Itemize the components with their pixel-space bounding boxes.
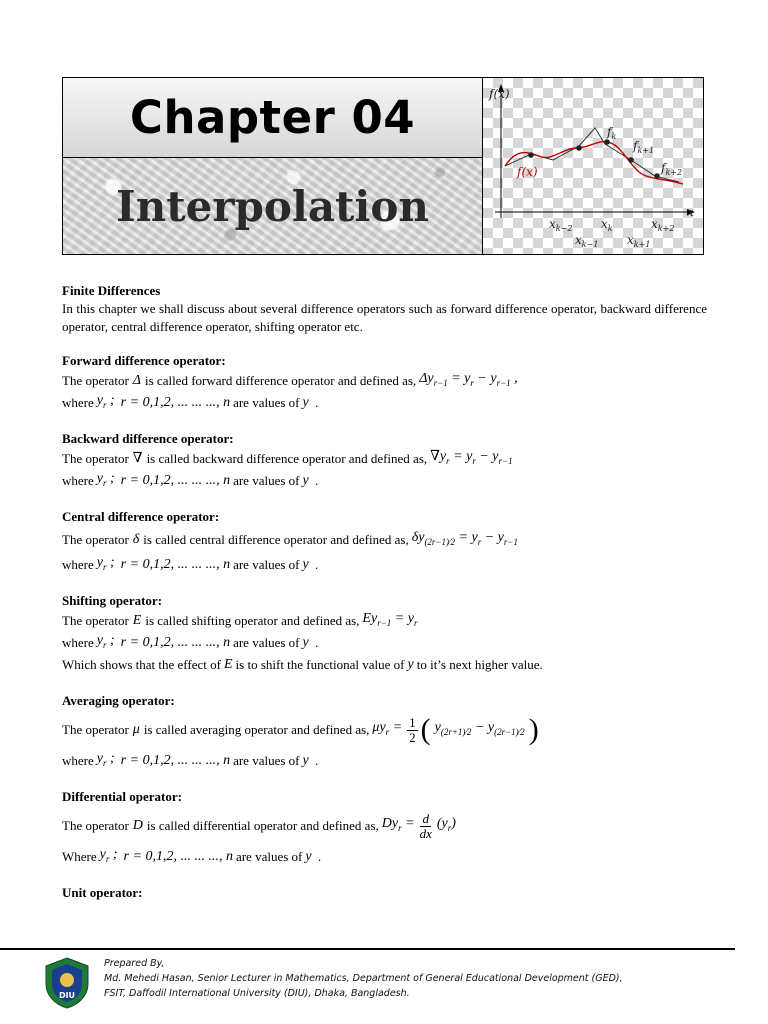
- chapter-box: [63, 78, 482, 158]
- averaging-section: [62, 692, 707, 772]
- averaging-definition: The operator μ is called averaging operator and defined as, $\mu y_r$ = $\frac{1}{2}$ ( $y_{(2r+1)⁄2} - y_{(2r-1)⁄2}$ ): [62, 713, 539, 746]
- intro-section: [62, 282, 707, 336]
- backward-definition: The operator ∇ is called backward difference operator and defined as, $\nabla y_r = y_r - y_{r-1}$: [62, 448, 707, 470]
- central-equation: $\delta y_{(2r-1)⁄2} = y_r - y_{r-1}$: [411, 530, 518, 547]
- shifting-title: Shifting operator:: [62, 593, 163, 608]
- forward-definition: The operator Δ is called forward difference operator and defined as, $\Delta y_{r-1} = y_r - y_{r-1}$ ,: [62, 370, 707, 392]
- chapter-banner: [62, 77, 704, 255]
- footer-divider: [0, 948, 735, 950]
- footer-institution: FSIT, Daffodil International University (DIU), Dhaka, Bangladesh.: [104, 988, 410, 999]
- x-tick-label: $x_{k-2}$: [549, 217, 573, 233]
- point-label-fk: $f_k$: [607, 125, 617, 141]
- forward-equation: $\Delta y_{r-1} = y_r - y_{r-1}$ ,: [419, 371, 518, 388]
- x-tick-label: $x_{k+2}$: [651, 217, 675, 233]
- data-point: [604, 139, 610, 145]
- curve-label: f(x): [517, 165, 538, 179]
- central-definition: The operator δ is called central difference operator and defined as, $\delta y_{(2r-1)⁄2} = y_r - y_{r-1}$: [62, 526, 707, 554]
- data-point: [628, 157, 634, 163]
- differential-section: [62, 788, 707, 868]
- averaging-where: where $y_r$ ; r = 0,1,2, ... ... ..., n are values of y .: [62, 751, 319, 768]
- banner-titles: [63, 78, 483, 254]
- forward-where: where $y_r$ ; r = 0,1,2, ... ... ..., n are values of y .: [62, 393, 319, 410]
- central-title: Central difference operator:: [62, 509, 220, 524]
- backward-section: [62, 430, 707, 492]
- central-symbol: δ: [132, 532, 140, 547]
- x-tick-label: $x_{k+1}$: [627, 233, 651, 249]
- x-tick-label: $x_{k-1}$: [575, 233, 599, 249]
- diu-logo-icon: [40, 956, 94, 1010]
- backward-symbol: ∇: [132, 451, 143, 466]
- point-label-fk2: $f_{k+2}$: [661, 161, 683, 177]
- differential-symbol: D: [132, 818, 143, 833]
- document-body: [62, 282, 707, 918]
- differential-where: Where $y_r$ ; r = 0,1,2, ... ... ..., n are values of y .: [62, 847, 322, 864]
- topic-title: Interpolation: [116, 181, 429, 231]
- footer-prepared: Prepared By,: [104, 958, 165, 969]
- shifting-section: [62, 592, 707, 676]
- point-label-fk1: $f_{k+1}$: [633, 139, 655, 155]
- shifting-equation: $Ey_{r-1} = y_r$: [362, 611, 418, 628]
- x-axis-label: x: [687, 205, 694, 219]
- svg-text:DIU: DIU: [58, 991, 76, 1000]
- shifting-where: where $y_r$ ; r = 0,1,2, ... ... ..., n are values of y .: [62, 633, 319, 650]
- central-section: [62, 508, 707, 576]
- unit-title: Unit operator:: [62, 885, 143, 900]
- shifting-definition: The operator E is called shifting operator and defined as, $Ey_{r-1} = y_r$: [62, 610, 707, 632]
- data-point: [654, 173, 660, 179]
- chapter-title: Chapter 04: [129, 91, 416, 144]
- intro-title: Finite Differences: [62, 283, 161, 298]
- intro-text: In this chapter we shall discuss about several difference operators such as forward difference operator, backward difference operator, central difference operator, shifting operator etc.: [62, 301, 707, 334]
- footer: [40, 956, 740, 1016]
- averaging-symbol: μ: [132, 722, 140, 737]
- differential-definition: The operator D is called differential operator and defined as, $Dy_r$ = $\frac{d}{dx}$ $(y_r)$: [62, 810, 456, 841]
- averaging-title: Averaging operator:: [62, 693, 175, 708]
- unit-section: [62, 884, 707, 902]
- data-point: [528, 152, 534, 158]
- differential-title: Differential operator:: [62, 789, 182, 804]
- interpolation-graph: [483, 78, 703, 254]
- averaging-equation: $\mu y_r$ =: [372, 720, 403, 737]
- topic-box: [63, 158, 482, 254]
- central-where: where $y_r$ ; r = 0,1,2, ... ... ..., n are values of y .: [62, 555, 319, 572]
- differential-equation: $Dy_r$ =: [381, 816, 415, 833]
- x-tick-label: $x_k$: [601, 217, 613, 233]
- footer-credits: [104, 956, 623, 1016]
- forward-symbol: Δ: [132, 373, 141, 388]
- interpolation-graph-svg: [483, 78, 704, 254]
- shifting-symbol: E: [132, 613, 142, 628]
- data-point: [576, 145, 582, 151]
- y-axis-label: f(x): [489, 87, 510, 101]
- footer-author: Md. Mehedi Hasan, Senior Lecturer in Mathematics, Department of General Educational Development (GED),: [104, 973, 623, 984]
- forward-title: Forward difference operator:: [62, 353, 226, 368]
- backward-where: where $y_r$ ; r = 0,1,2, ... ... ..., n are values of y .: [62, 471, 319, 488]
- shifting-note: Which shows that the effect of E is to shift the functional value of y to it’s next higher value.: [62, 657, 543, 672]
- backward-equation: $\nabla y_r = y_r - y_{r-1}$: [430, 449, 513, 466]
- backward-title: Backward difference operator:: [62, 431, 234, 446]
- forward-section: [62, 352, 707, 414]
